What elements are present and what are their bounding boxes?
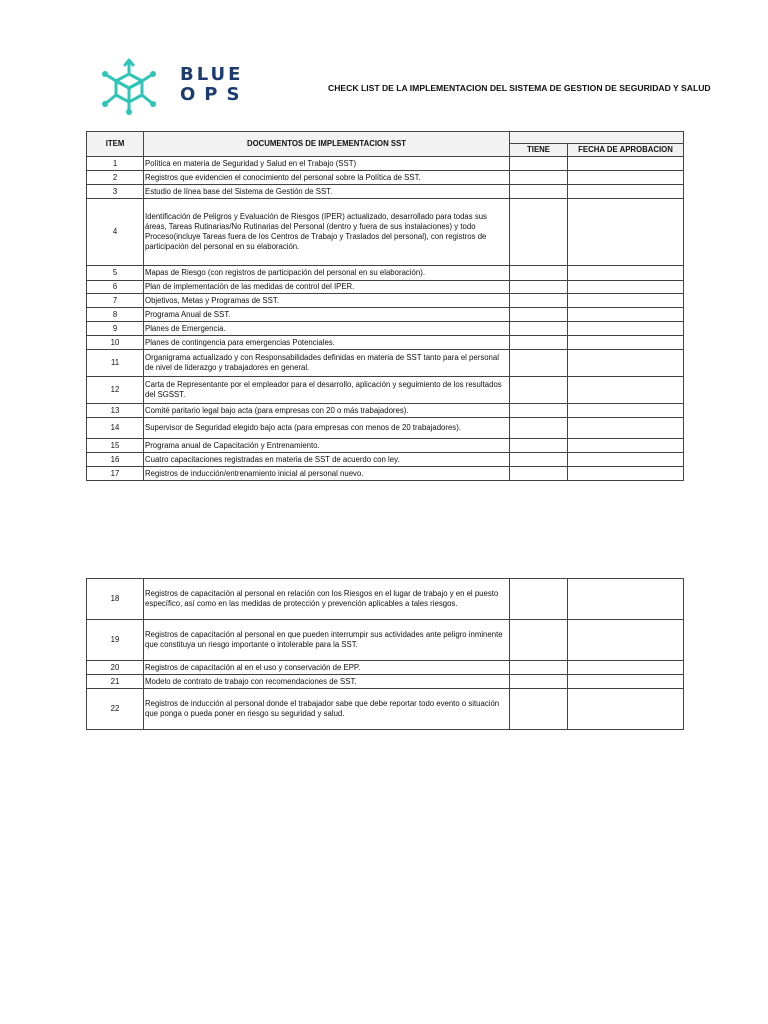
- document-description: Planes de contingencia para emergencias Potenciales.: [144, 336, 510, 350]
- table-row: [87, 336, 684, 350]
- col-header-group: [510, 132, 684, 144]
- item-number: 13: [87, 404, 144, 418]
- tiene-cell[interactable]: [510, 308, 568, 322]
- document-description: Identificación de Peligros y Evaluación de Riesgos (IPER) actualizado, desarrollado para todas sus áreas, Tareas Rutinarias/No Rutinarias del Personal (dentro y fuera de sus instalaciones) y todo Proceso(incluye Tareas fuera de los Centros de Trabajo y Traslados del personal), con registros de participación del personal en su elaboración.: [144, 199, 510, 266]
- table-row: [87, 281, 684, 294]
- item-number: 19: [87, 620, 144, 661]
- fecha-aprobacion-cell[interactable]: [568, 579, 684, 620]
- item-number: 3: [87, 185, 144, 199]
- item-number: 18: [87, 579, 144, 620]
- document-description: Planes de Emergencia.: [144, 322, 510, 336]
- fecha-aprobacion-cell[interactable]: [568, 439, 684, 453]
- fecha-aprobacion-cell[interactable]: [568, 620, 684, 661]
- document-description: Programa anual de Capacitación y Entrenamiento.: [144, 439, 510, 453]
- document-description: Objetivos, Metas y Programas de SST.: [144, 294, 510, 308]
- tiene-cell[interactable]: [510, 467, 568, 481]
- tiene-cell[interactable]: [510, 322, 568, 336]
- table-row: [87, 308, 684, 322]
- document-description: Plan de implementación de las medidas de control del IPER.: [144, 281, 510, 294]
- item-number: 17: [87, 467, 144, 481]
- document-description: Programa Anual de SST.: [144, 308, 510, 322]
- tiene-cell[interactable]: [510, 336, 568, 350]
- item-number: 21: [87, 675, 144, 689]
- logo-wordmark: [180, 65, 248, 105]
- company-logo: [98, 52, 249, 122]
- tiene-cell[interactable]: [510, 185, 568, 199]
- table-row: [87, 185, 684, 199]
- table-row: [87, 377, 684, 404]
- fecha-aprobacion-cell[interactable]: [568, 377, 684, 404]
- fecha-aprobacion-cell[interactable]: [568, 322, 684, 336]
- table-row: [87, 675, 684, 689]
- table-row: [87, 661, 684, 675]
- table-row: [87, 294, 684, 308]
- fecha-aprobacion-cell[interactable]: [568, 171, 684, 185]
- tiene-cell[interactable]: [510, 439, 568, 453]
- tiene-cell[interactable]: [510, 266, 568, 281]
- document-description: Mapas de Riesgo (con registros de participación del personal en su elaboración).: [144, 266, 510, 281]
- item-number: 11: [87, 350, 144, 377]
- item-number: 10: [87, 336, 144, 350]
- table-row: [87, 199, 684, 266]
- col-header-item: ITEM: [87, 132, 144, 157]
- table-row: [87, 404, 684, 418]
- fecha-aprobacion-cell[interactable]: [568, 467, 684, 481]
- tiene-cell[interactable]: [510, 404, 568, 418]
- fecha-aprobacion-cell[interactable]: [568, 675, 684, 689]
- fecha-aprobacion-cell[interactable]: [568, 308, 684, 322]
- tiene-cell[interactable]: [510, 157, 568, 171]
- table-row: [87, 266, 684, 281]
- table-row: [87, 689, 684, 730]
- item-number: 16: [87, 453, 144, 467]
- tiene-cell[interactable]: [510, 675, 568, 689]
- tiene-cell[interactable]: [510, 620, 568, 661]
- fecha-aprobacion-cell[interactable]: [568, 336, 684, 350]
- table-row: [87, 157, 684, 171]
- tiene-cell[interactable]: [510, 453, 568, 467]
- fecha-aprobacion-cell[interactable]: [568, 281, 684, 294]
- item-number: 2: [87, 171, 144, 185]
- checklist-table-continued: [86, 578, 684, 730]
- tiene-cell[interactable]: [510, 171, 568, 185]
- item-number: 5: [87, 266, 144, 281]
- item-number: 20: [87, 661, 144, 675]
- item-number: 15: [87, 439, 144, 453]
- col-header-tiene: TIENE: [510, 144, 568, 157]
- document-title: CHECK LIST DE LA IMPLEMENTACION DEL SISTEMA DE GESTION DE SEGURIDAD Y SALUD: [328, 83, 711, 93]
- item-number: 9: [87, 322, 144, 336]
- tiene-cell[interactable]: [510, 377, 568, 404]
- item-number: 12: [87, 377, 144, 404]
- document-description: Supervisor de Seguridad elegido bajo acta (para empresas con menos de 20 trabajadores).: [144, 418, 510, 439]
- document-description: Registros de inducción al personal donde el trabajador sabe que debe reportar todo evento o situación que ponga o pueda poner en riesgo su seguridad y salud.: [144, 689, 510, 730]
- checklist-body: [87, 157, 684, 481]
- fecha-aprobacion-cell[interactable]: [568, 418, 684, 439]
- tiene-cell[interactable]: [510, 294, 568, 308]
- table-row: [87, 322, 684, 336]
- fecha-aprobacion-cell[interactable]: [568, 404, 684, 418]
- item-number: 14: [87, 418, 144, 439]
- document-description: Comité paritario legal bajo acta (para empresas con 20 o más trabajadores).: [144, 404, 510, 418]
- tiene-cell[interactable]: [510, 350, 568, 377]
- fecha-aprobacion-cell[interactable]: [568, 453, 684, 467]
- document-description: Registros de capacitación al personal en que pueden interrumpir sus actividades ante peligro inminente que constituya un riesgo importante o intolerable para la SST.: [144, 620, 510, 661]
- fecha-aprobacion-cell[interactable]: [568, 157, 684, 171]
- table-row: [87, 418, 684, 439]
- item-number: 1: [87, 157, 144, 171]
- table-row: [87, 620, 684, 661]
- document-description: Registros de inducción/entrenamiento inicial al personal nuevo.: [144, 467, 510, 481]
- document-description: Registros que evidencien el conocimiento del personal sobre la Política de SST.: [144, 171, 510, 185]
- document-description: Registros de capacitación al en el uso y conservación de EPP.: [144, 661, 510, 675]
- fecha-aprobacion-cell[interactable]: [568, 294, 684, 308]
- item-number: 7: [87, 294, 144, 308]
- table-row: [87, 439, 684, 453]
- item-number: 22: [87, 689, 144, 730]
- document-description: Estudio de línea base del Sistema de Gestión de SST.: [144, 185, 510, 199]
- cube-network-icon: [98, 52, 173, 122]
- table-row: [87, 350, 684, 377]
- document-description: Modelo de contrato de trabajo con recomendaciones de SST.: [144, 675, 510, 689]
- tiene-cell[interactable]: [510, 579, 568, 620]
- fecha-aprobacion-cell[interactable]: [568, 185, 684, 199]
- fecha-aprobacion-cell[interactable]: [568, 689, 684, 730]
- document-description: Cuatro capacitaciones registradas en materia de SST de acuerdo con ley.: [144, 453, 510, 467]
- table-row: [87, 579, 684, 620]
- document-description: Registros de capacitación al personal en relación con los Riesgos en el lugar de trabajo y en el puesto específico, así como en las medidas de protección y prevención aplicables a tales riesgos.: [144, 579, 510, 620]
- tiene-cell[interactable]: [510, 281, 568, 294]
- fecha-aprobacion-cell[interactable]: [568, 199, 684, 266]
- tiene-cell[interactable]: [510, 689, 568, 730]
- item-number: 8: [87, 308, 144, 322]
- document-description: Organigrama actualizado y con Responsabilidades definidas en materia de SST tanto para el personal de nivel de liderazgo y trabajadores en general.: [144, 350, 510, 377]
- checklist-table: [86, 131, 684, 481]
- logo-line-2: OPS: [180, 84, 249, 105]
- tiene-cell[interactable]: [510, 661, 568, 675]
- col-header-fecha: FECHA DE APROBACION: [568, 144, 684, 157]
- fecha-aprobacion-cell[interactable]: [568, 350, 684, 377]
- document-description: Carta de Representante por el empleador para el desarrollo, aplicación y seguimiento de los resultados del SGSST.: [144, 377, 510, 404]
- item-number: 4: [87, 199, 144, 266]
- table-row: [87, 453, 684, 467]
- table-row: [87, 171, 684, 185]
- checklist-body-continued: [87, 579, 684, 730]
- document-description: Política en materia de Seguridad y Salud en el Trabajo (SST): [144, 157, 510, 171]
- logo-line-1: BLUE: [180, 64, 244, 85]
- tiene-cell[interactable]: [510, 199, 568, 266]
- item-number: 6: [87, 281, 144, 294]
- table-row: [87, 467, 684, 481]
- fecha-aprobacion-cell[interactable]: [568, 661, 684, 675]
- fecha-aprobacion-cell[interactable]: [568, 266, 684, 281]
- col-header-documents: DOCUMENTOS DE IMPLEMENTACION SST: [144, 132, 510, 157]
- tiene-cell[interactable]: [510, 418, 568, 439]
